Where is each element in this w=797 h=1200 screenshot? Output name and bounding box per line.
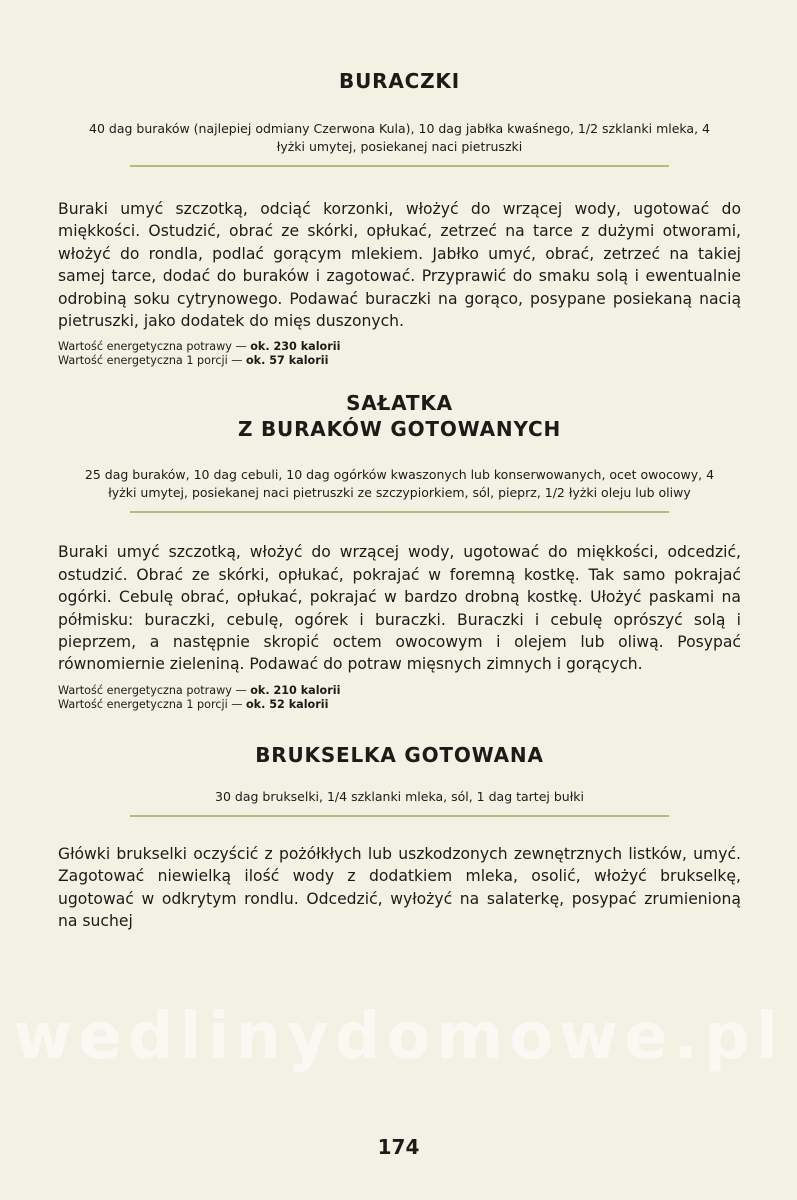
recipe-brukselka-gotowana <box>58 742 741 933</box>
energy-value: ok. 57 kalorii <box>246 354 329 368</box>
cookbook-page <box>58 60 741 933</box>
energy-value: ok. 210 kalorii <box>250 683 341 697</box>
recipe-instructions: Buraki umyć szczotką, włożyć do wrzącej wody, ugotować do miękkości, odcedzić, ostudzić. Obrać ze skórki, opłukać, pokrajać w foremną kostkę. Tak samo pokrajać ogórki. Cebulę obrać, opłukać, pokrajać w bardzo drobną kostkę. Ułożyć paskami na półmisku: buraczki, cebulę, ogórek i buraczki. Buraczki i cebulę oprószyć solą i pieprzem, a następnie skropić octem owocowym i olejem lub oliwą. Posypać równomiernie zieleniną. Podawać do potraw mięsnych zimnych i gorących. <box>58 543 741 674</box>
energy-line <box>58 340 741 354</box>
recipe-title: BURACZKI <box>339 69 460 93</box>
watermark: wedlinydomowe.pl <box>13 1000 784 1074</box>
page-number: 174 <box>377 1135 420 1159</box>
energy-line <box>58 354 741 368</box>
divider-rule <box>130 511 669 513</box>
recipe-title-line: SAŁATKA <box>346 391 453 416</box>
divider-rule <box>130 815 669 817</box>
energy-line <box>58 698 741 712</box>
energy-label: Wartość energetyczna 1 porcji — <box>58 697 243 711</box>
energy-value: ok. 230 kalorii <box>250 340 341 354</box>
recipe-title <box>58 390 741 442</box>
recipe-instructions: Buraki umyć szczotką, odciąć korzonki, włożyć do wrzącej wody, ugotować do miękkości. Ostudzić, obrać ze skórki, opłukać, zetrzeć na tarce z dużymi otworami, włożyć do rondla, podlać gorącym mlekiem. Jabłko umyć, obrać, zetrzeć na takiej samej tarce, dodać do buraków i zagotować. Przyprawić do smaku solą i ewentualnie odrobiną soku cytrynowego. Podawać buraczki na gorąco, posypane posiekaną nacią pietruszki, jako dodatek do mięs duszonych. <box>58 200 741 331</box>
recipe-title: BRUKSELKA GOTOWANA <box>255 742 544 767</box>
energy-label: Wartość energetyczna 1 porcji — <box>58 354 243 368</box>
energy-info <box>58 684 741 712</box>
energy-info <box>58 340 741 368</box>
energy-label: Wartość energetyczna potrawy — <box>58 683 247 697</box>
ingredients-list: 25 dag buraków, 10 dag cebuli, 10 dag ogórków kwaszonych lub konserwowanych, ocet owocowy, 4 łyżki umytej, posiekanej naci pietruszki ze szczypiorkiem, sól, pieprz, 1/2 łyżki oleju lub oliwy <box>84 467 715 501</box>
divider-rule <box>130 165 669 167</box>
energy-value: ok. 52 kalorii <box>246 697 329 711</box>
energy-line <box>58 684 741 698</box>
recipe-buraczki <box>58 68 741 368</box>
ingredients-list: 30 dag brukselki, 1/4 szklanki mleka, sól, 1 dag tartej bułki <box>215 788 584 804</box>
recipe-instructions: Główki brukselki oczyścić z pożółkłych lub uszkodzonych zewnętrznych listków, umyć. Zagotować niewielką ilość wody z dodatkiem mleka, osolić, włożyć brukselkę, ugotować w odkrytym rondlu. Odcedzić, wyłożyć na salaterkę, posypać zrumienioną na suchej <box>58 844 741 931</box>
recipe-salatka-z-burakow <box>58 390 741 711</box>
recipe-title-line: Z BURAKÓW GOTOWANYCH <box>237 417 562 442</box>
energy-label: Wartość energetyczna potrawy — <box>58 340 247 354</box>
ingredients-list: 40 dag buraków (najlepiej odmiany Czerwona Kula), 10 dag jabłka kwaśnego, 1/2 szklanki mleka, 4 łyżki umytej, posiekanej naci pietruszki <box>89 121 710 154</box>
